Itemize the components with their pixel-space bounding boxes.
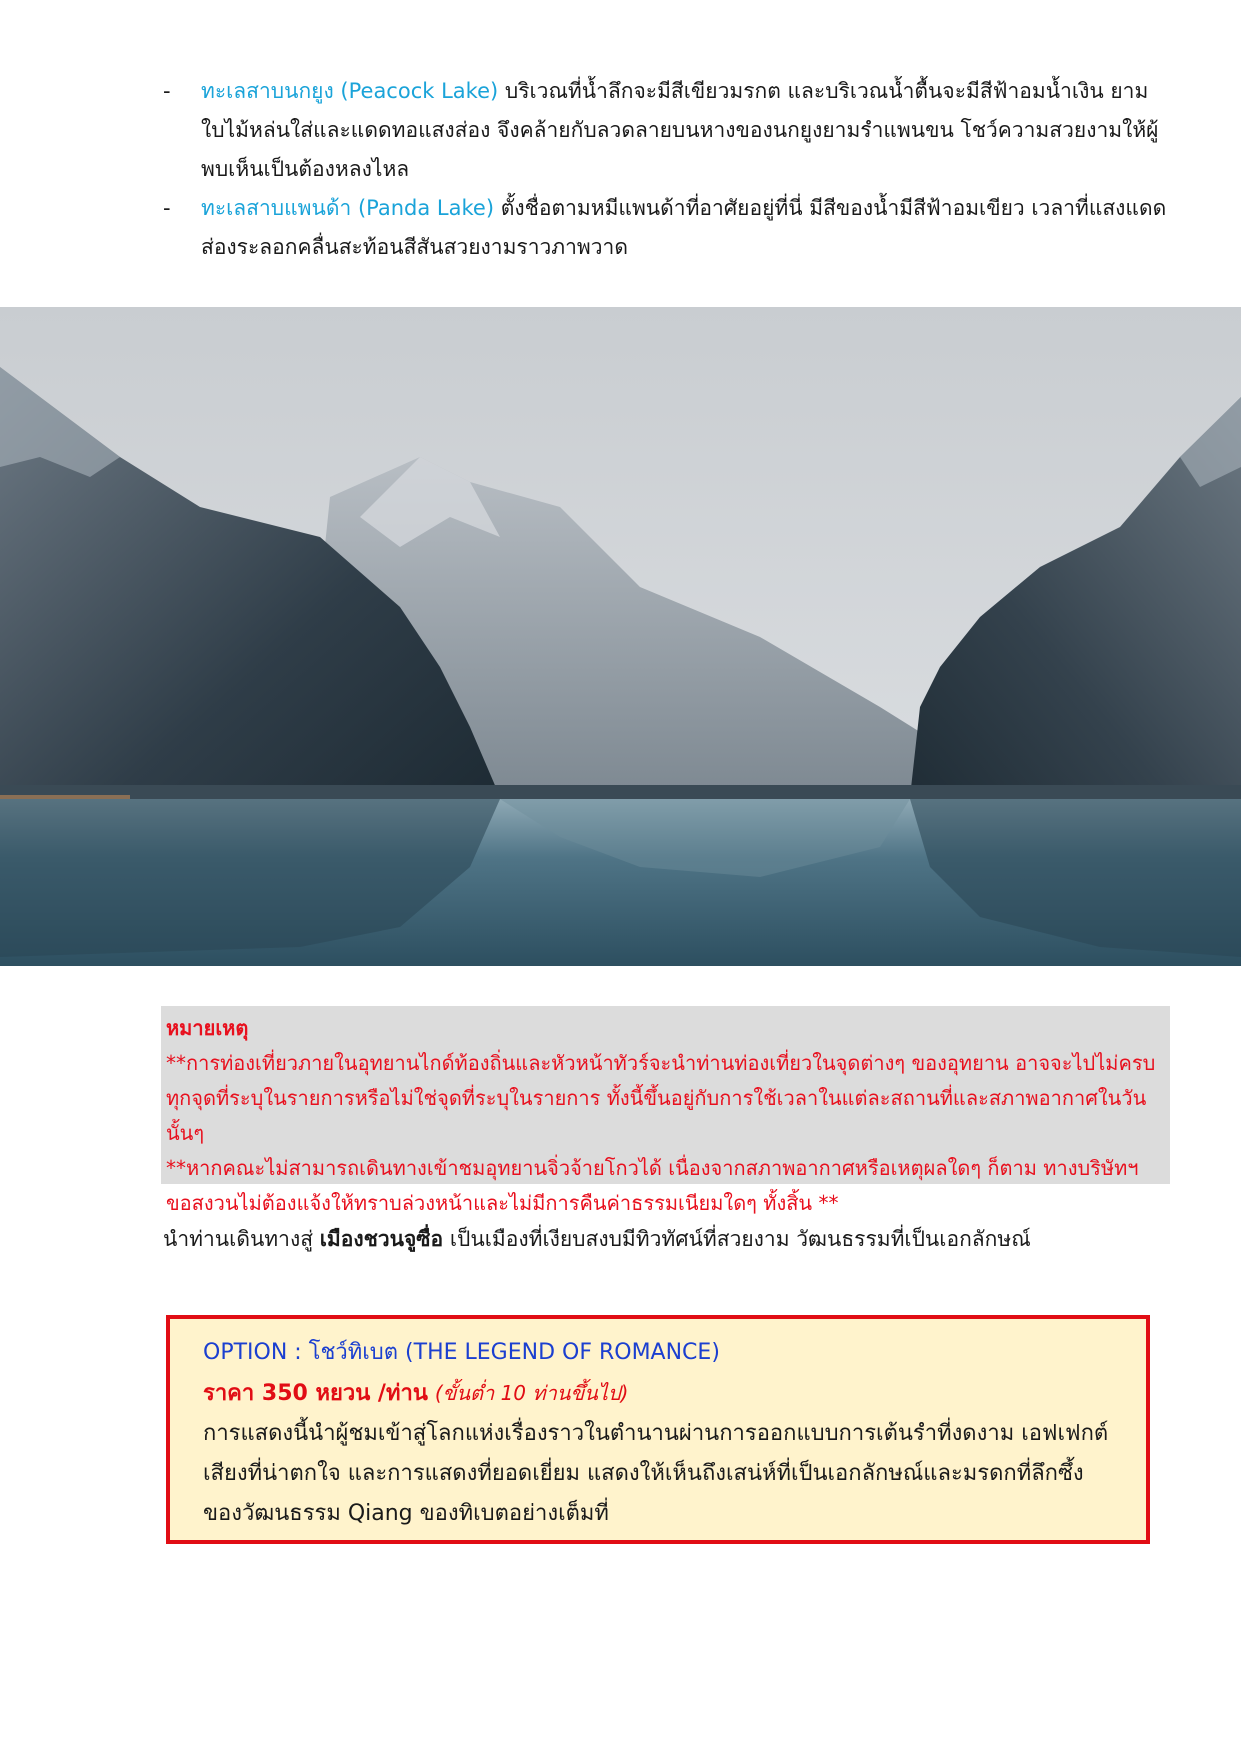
- remark-box: [161, 1006, 1170, 1215]
- lake-landscape-photo: [0, 307, 1241, 966]
- lake-name: ทะเลสาบนกยูง (Peacock Lake): [201, 79, 499, 103]
- option-price: ราคา 350 หยวน /ท่าน: [203, 1381, 428, 1406]
- option-box: [166, 1315, 1150, 1544]
- lake-name: ทะเลสาบแพนด้า (Panda Lake): [201, 196, 495, 220]
- destination-name: เมืองชวนจูซื่อ: [319, 1227, 444, 1251]
- lake-list: [163, 72, 1173, 267]
- bullet-dash: -: [163, 79, 171, 103]
- option-title: OPTION : โชว์ทิเบต (THE LEGEND OF ROMANCE): [203, 1340, 720, 1365]
- list-item-peacock-lake: [163, 72, 1173, 189]
- option-price-line: [203, 1373, 1116, 1414]
- itinerary-text: เป็นเมืองที่เงียบสงบมีทิวทัศน์ที่สวยงาม วัฒนธรรมที่เป็นเอกลักษณ์: [443, 1227, 1031, 1251]
- lake-description: บริเวณที่น้ำลึกจะมีสีเขียวมรกต และบริเวณน้ำตื้นจะมีสีฟ้าอมน้ำเงิน ยามใบไม้หล่นใส่และแดดทอแสงส่อง จึงคล้ายกับลวดลายบนหางของนกยูงยามรำแพนขน โชว์ความสวยงามให้ผู้พบเห็นเป็นต้องหลงไหล: [201, 79, 1159, 181]
- remark-text: **หากคณะไม่สามารถเดินทางเข้าชมอุทยานจิ่วจ้ายโกวได้ เนื่องจากสภาพอากาศหรือเหตุผลใดๆ ก็ตาม ทางบริษัทฯ ขอสงวนไม่ต้องแจ้งให้ทราบล่วงหน้าและไม่มีการคืนค่าธรรมเนียมใดๆ ทั้งสิ้น **: [166, 1156, 1139, 1215]
- remark-text: **การท่องเที่ยวภายในอุทยานไกด์ท้องถิ่นและหัวหน้าทัวร์จะนำท่านท่องเที่ยวในจุดต่างๆ ของอุทยาน อาจจะไปไม่ครบทุกจุดที่ระบุในรายการหรือไม่ใช่จุดที่ระบุในรายการ ทั้งนี้ขึ้นอยู่กับการใช้เวลาในแต่ละสถานที่และสภาพอากาศในวันนั้นๆ: [166, 1051, 1156, 1145]
- bullet-dash: -: [163, 196, 171, 220]
- remark-title: หมายเหตุ: [166, 1016, 249, 1040]
- itinerary-paragraph: [163, 1220, 1173, 1259]
- option-condition: (ขั้นต่ำ 10 ท่านขึ้นไป): [434, 1381, 629, 1405]
- itinerary-text: นำท่านเดินทางสู่: [163, 1227, 320, 1251]
- lake-description: ตั้งชื่อตามหมีแพนด้าที่อาศัยอยู่ที่นี่ มีสีของน้ำมีสีฟ้าอมเขียว เวลาที่แสงแดดส่องระลอกคลื่นสะท้อนสีสันสวยงามราวภาพวาด: [201, 196, 1167, 259]
- list-item-panda-lake: [163, 189, 1173, 267]
- option-description: การแสดงนี้นำผู้ชมเข้าสู่โลกแห่งเรื่องราวในตำนานผ่านการออกแบบการเต้นรำที่งดงาม เอฟเฟกต์เสียงที่น่าตกใจ และการแสดงที่ยอดเยี่ยม แสดงให้เห็นถึงเสน่ห์ที่เป็นเอกลักษณ์และมรดกที่ลึกซึ้งของวัฒนธรรม Qiang ของทิเบตอย่างเต็มที่: [203, 1421, 1109, 1526]
